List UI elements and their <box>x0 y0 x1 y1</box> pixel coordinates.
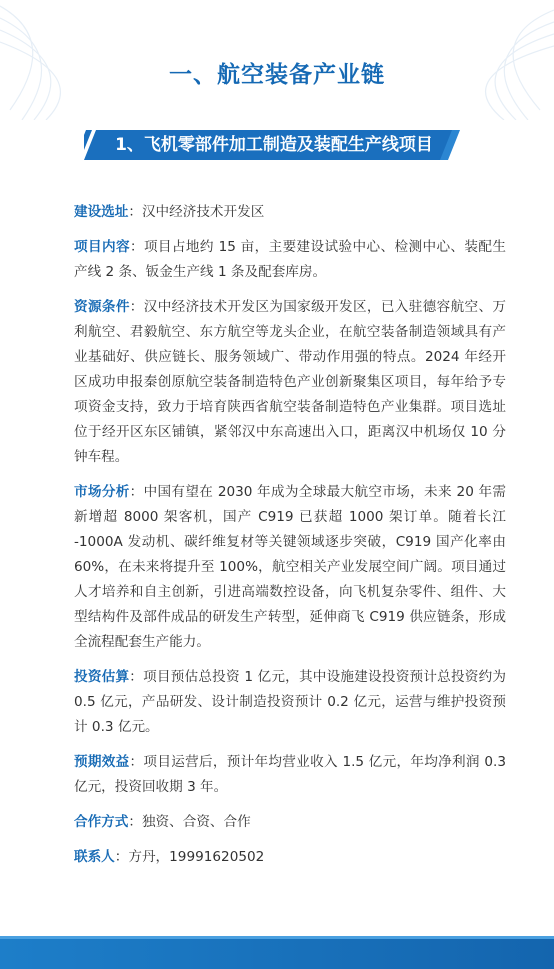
label-content: 项目内容 <box>74 239 130 255</box>
text-market: ：中国有望在 2030 年成为全球最大航空市场，未来 20 年需新增超 8000 架客机，国产 C919 已获超 1000 架订单。随着长江 -1000A 发动机、碳纤维复材等关键领域逐步突破，C919 国产化率由 60%，在未来将提升至 100%，航空相关产业发展空间广阔。项目通过人才培养和自主创新，引进高端数控设备，向飞机复杂零件、组件、大型结构件及部件成品的研发生产转型，延伸商飞 C919 供应链条，形成全流程配套生产能力。 <box>74 484 506 650</box>
paragraph-cooperation <box>74 810 506 835</box>
paragraph-benefits <box>74 750 506 800</box>
section-banner <box>84 130 462 160</box>
paragraph-resources <box>74 295 506 470</box>
label-investment: 投资估算 <box>74 669 130 685</box>
text-contact: ：方丹，19991620502 <box>114 849 265 865</box>
section-title: 1、飞机零部件加工制造及装配生产线项目 <box>115 135 433 155</box>
paragraph-content <box>74 235 506 285</box>
paragraph-market <box>74 480 506 655</box>
text-cooperation: ：独资、合资、合作 <box>128 814 251 830</box>
paragraph-location <box>74 200 506 225</box>
paragraph-contact <box>74 845 506 870</box>
project-details <box>74 200 506 880</box>
chapter-title: 一、航空装备产业链 <box>169 62 385 88</box>
label-location: 建设选址 <box>74 204 129 220</box>
text-content: ：项目占地约 15 亩，主要建设试验中心、检测中心、装配生产线 2 条、钣金生产线 1 条及配套库房。 <box>74 239 506 280</box>
paragraph-investment <box>74 665 506 740</box>
label-benefits: 预期效益 <box>74 754 130 770</box>
text-location: ：汉中经济技术开发区 <box>128 204 265 220</box>
text-investment: ：项目预估总投资 1 亿元，其中设施建设投资预计总投资约为 0.5 亿元，产品研发、设计制造投资预计 0.2 亿元，运营与维护投资预计 0.3 亿元。 <box>74 669 506 735</box>
text-benefits: ：项目运营后，预计年均营业收入 1.5 亿元，年均净利润 0.3 亿元，投资回收期 3 年。 <box>74 754 506 795</box>
text-resources: ：汉中经济技术开发区为国家级开发区，已入驻德容航空、万利航空、君毅航空、东方航空等龙头企业，在航空装备制造领域具有产业基础好、供应链长、服务领域广、带动作用强的特点。2024 年经开区成功申报秦创原航空装备制造特色产业创新聚集区项目，每年给予专项资金支持，致力于培育陕西省航空装备制造特色产业集群。项目选址位于经开区东区铺镇，紧邻汉中东高速出入口，距离汉中机场仅 10 分钟车程。 <box>74 299 507 465</box>
footer-band <box>0 936 554 969</box>
label-cooperation: 合作方式 <box>74 814 129 830</box>
label-contact: 联系人 <box>74 849 115 865</box>
label-market: 市场分析 <box>74 484 130 500</box>
footer-highlight <box>0 936 554 939</box>
label-resources: 资源条件 <box>74 299 130 315</box>
